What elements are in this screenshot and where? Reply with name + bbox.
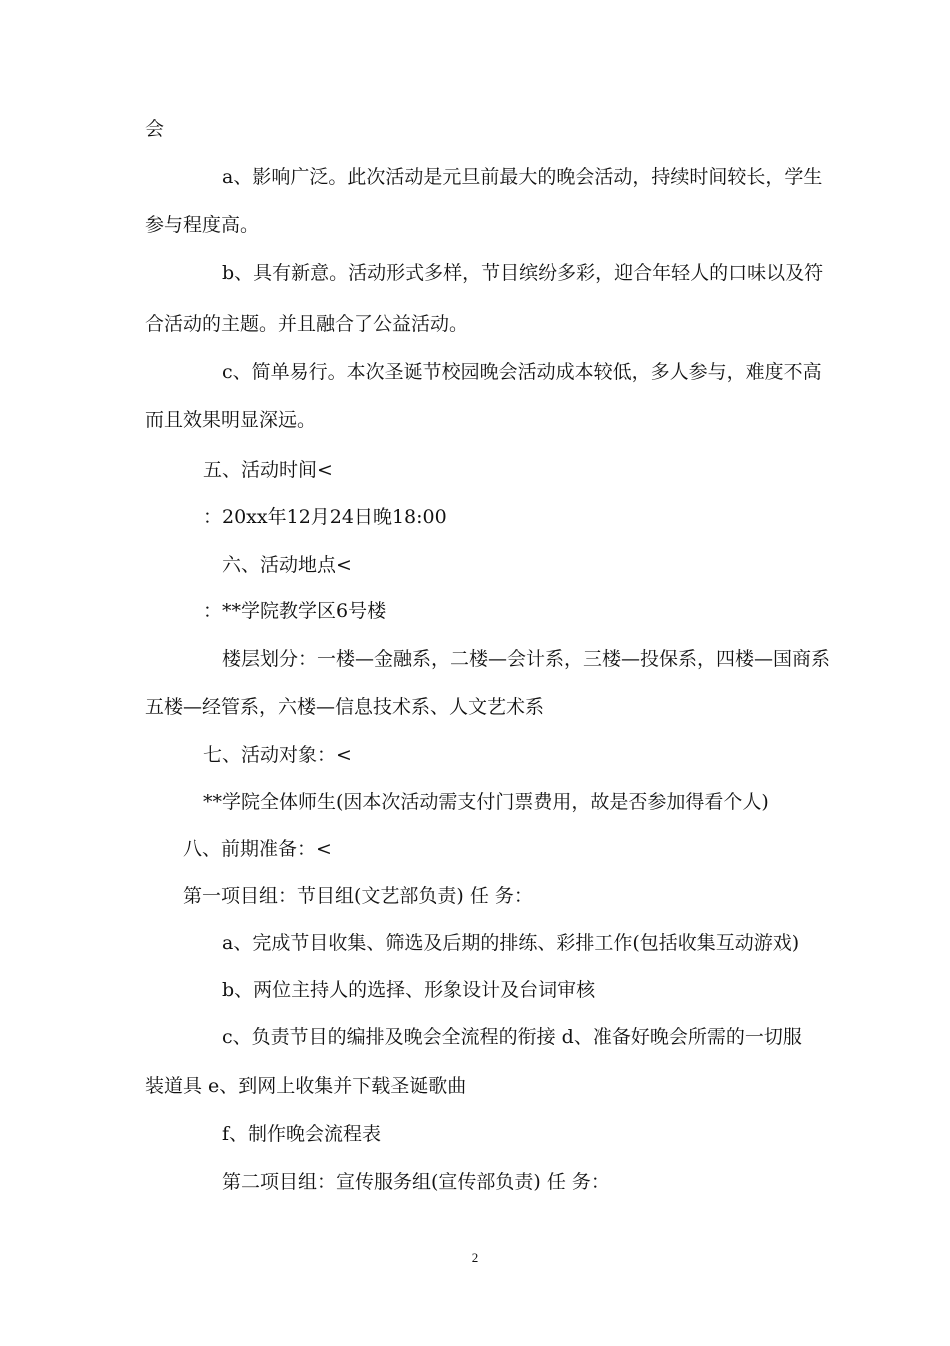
text-line: 会: [145, 118, 165, 140]
text-line: 装道具 e、到网上收集并下载圣诞歌曲: [145, 1075, 467, 1097]
text-line: 而且效果明显深远。: [145, 409, 317, 431]
text-line: f、制作晚会流程表: [222, 1123, 382, 1145]
heading-line: 五、活动时间<: [203, 459, 333, 481]
page-number: 2: [471, 1250, 479, 1265]
text-line: 第二项目组：宣传服务组(宣传部负责) 任 务：: [222, 1171, 610, 1193]
text-line: b、两位主持人的选择、形象设计及台词审核: [222, 979, 596, 1001]
text-line: ：**学院教学区6号楼: [203, 600, 387, 622]
text-line: a、影响广泛。此次活动是元旦前最大的晚会活动，持续时间较长，学生: [222, 166, 823, 188]
text-line: c、简单易行。本次圣诞节校园晚会活动成本较低，多人参与，难度不高: [222, 361, 822, 383]
text-line: 合活动的主题。并且融合了公益活动。: [145, 313, 469, 335]
heading-line: 八、前期准备：<: [183, 838, 332, 860]
text-line: 第一项目组：节目组(文艺部负责) 任 务：: [183, 885, 533, 907]
text-line: ：20xx年12月24日晚18:00: [203, 506, 447, 528]
text-line: a、完成节目收集、筛选及后期的排练、彩排工作(包括收集互动游戏): [222, 932, 800, 954]
text-line: 参与程度高。: [145, 214, 260, 236]
heading-line: 七、活动对象：<: [203, 744, 352, 766]
text-line: 五楼—经管系，六楼—信息技术系、人文艺术系: [145, 696, 545, 718]
text-line: 楼层划分：一楼—金融系，二楼—会计系，三楼—投保系，四楼—国商系: [222, 648, 831, 670]
text-line: b、具有新意。活动形式多样，节目缤纷多彩，迎合年轻人的口味以及符: [222, 262, 824, 284]
heading-line: 六、活动地点<: [222, 554, 352, 576]
text-line: **学院全体师生(因本次活动需支付门票费用，故是否参加得看个人): [203, 791, 769, 813]
text-line: c、负责节目的编排及晚会全流程的衔接 d、准备好晚会所需的一切服: [222, 1026, 802, 1048]
